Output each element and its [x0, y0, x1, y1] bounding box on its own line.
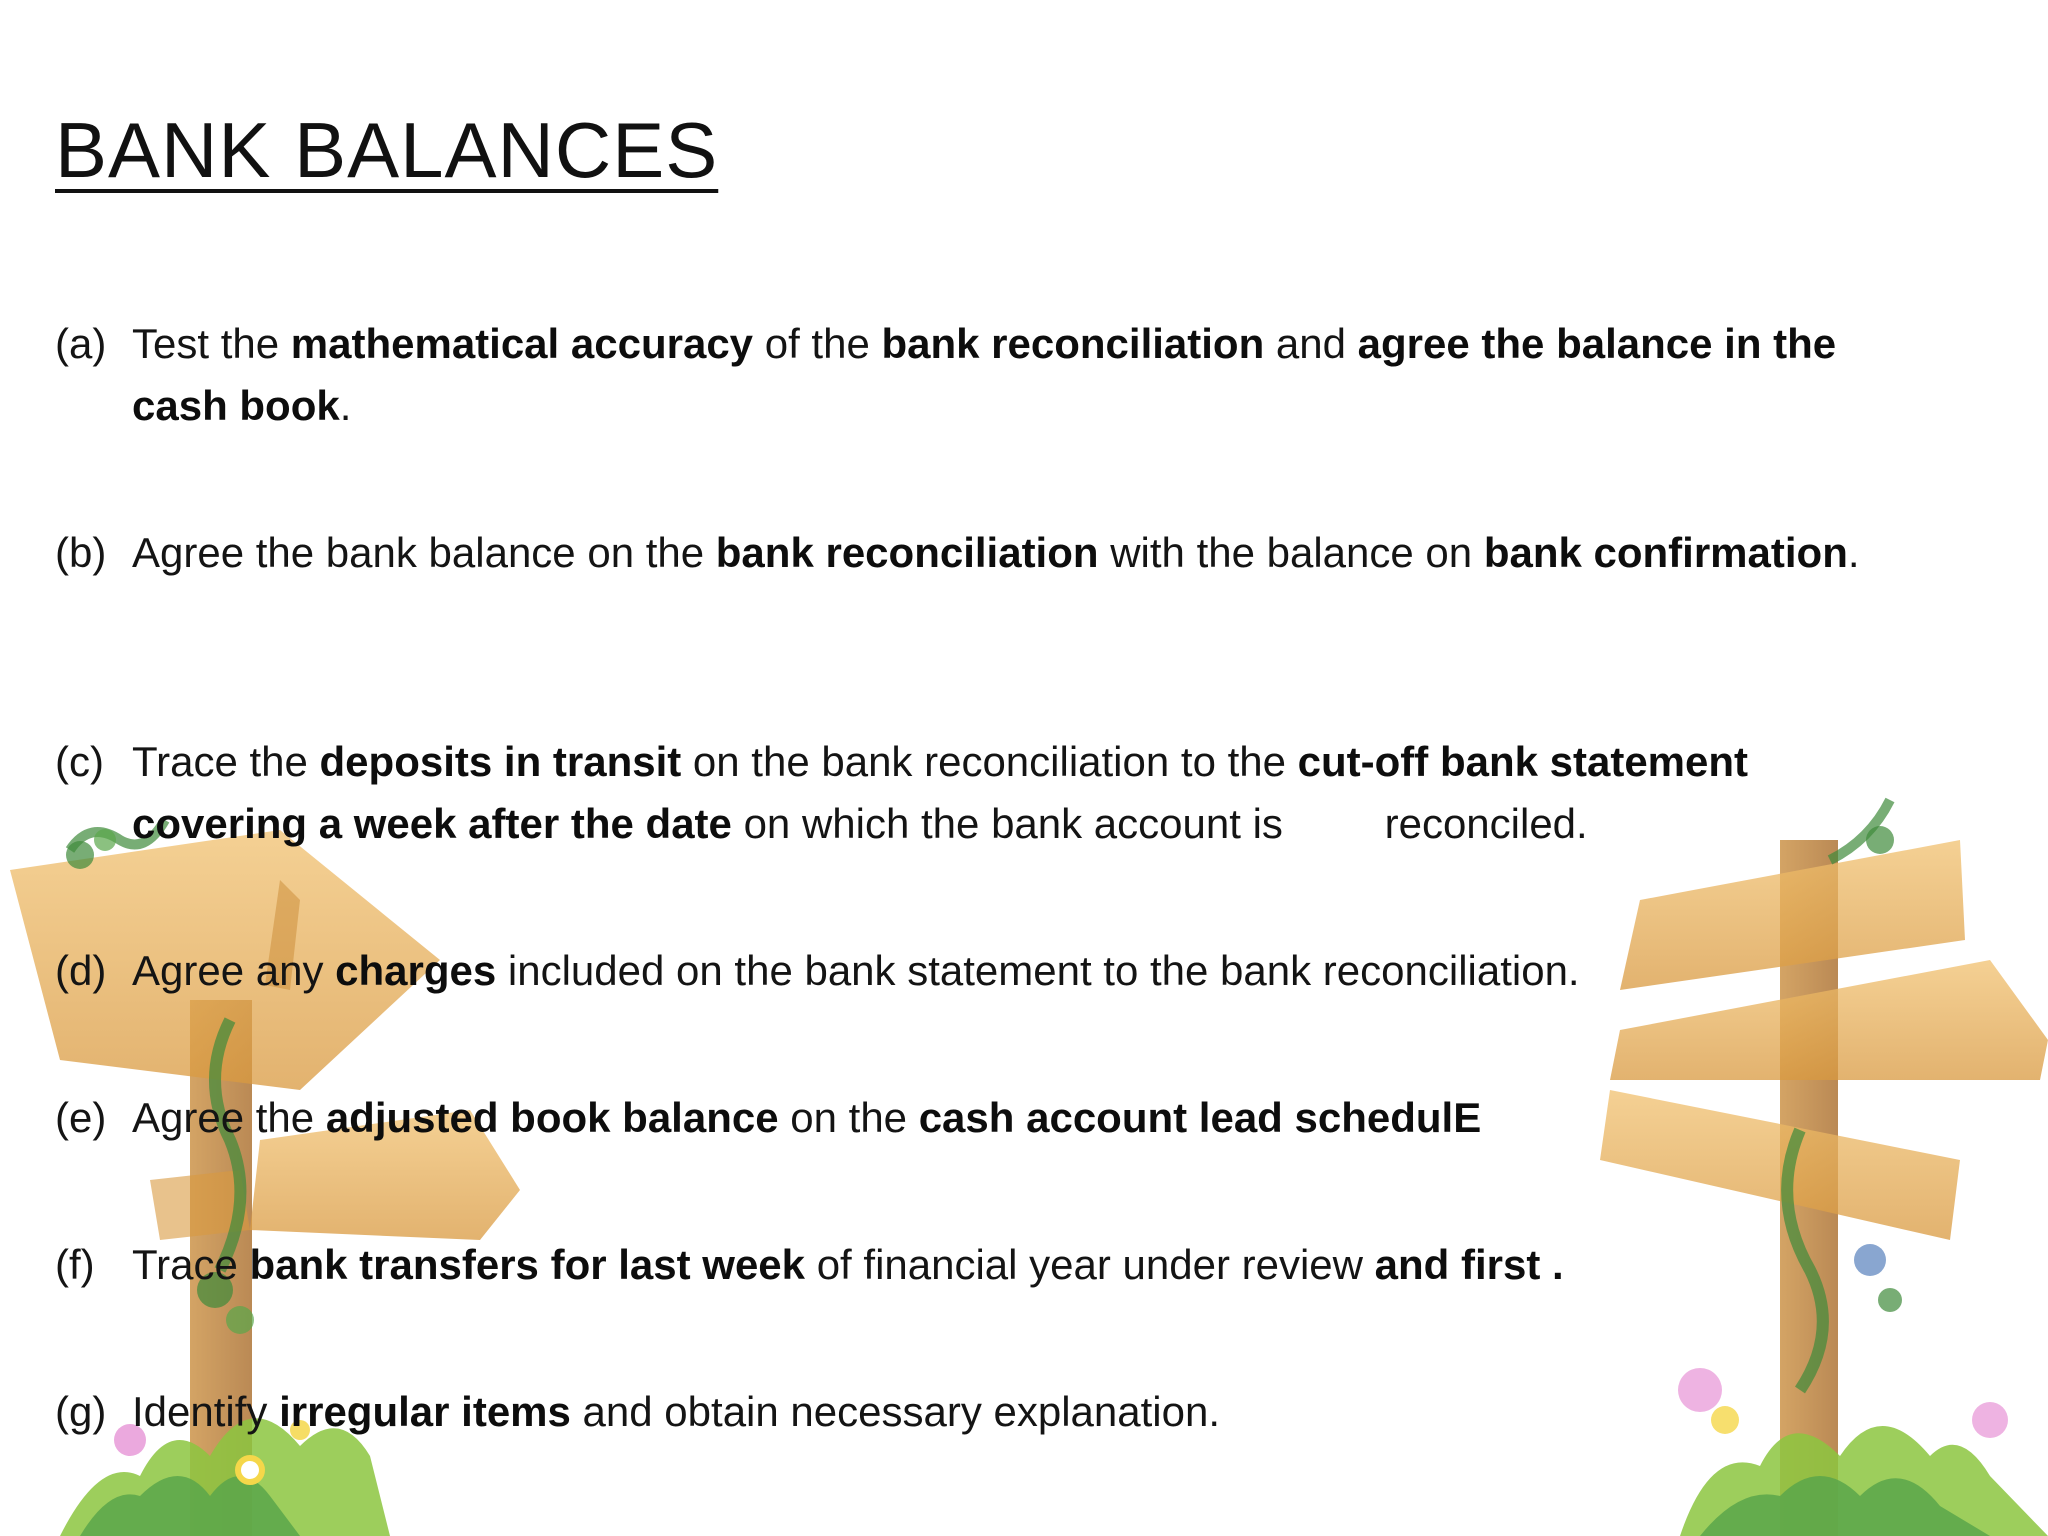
text-run: of the	[753, 320, 882, 367]
text-run: Test the	[132, 320, 291, 367]
list-item-e	[55, 1087, 1925, 1149]
text-run: Agree the	[132, 1094, 326, 1141]
list-item-g	[55, 1381, 1925, 1443]
list-item-text	[132, 940, 1925, 1002]
text-run: Agree any	[132, 947, 336, 994]
emphasized-text: agree the balance in the cash book	[132, 320, 1837, 429]
text-run: included on the bank statement to the bank reconciliation.	[496, 947, 1580, 994]
text-run: on which the bank account is	[731, 800, 1295, 847]
list-item-text	[132, 313, 1925, 437]
list-item-b	[55, 522, 1925, 584]
list-item-marker: (e)	[55, 1094, 107, 1141]
list-item-text	[132, 731, 1925, 855]
list-item-marker: (g)	[55, 1388, 107, 1435]
text-run: Trace	[132, 1241, 250, 1288]
emphasized-text: cut-off bank statement covering a week after the date	[132, 738, 1749, 847]
emphasized-text: charges	[335, 947, 497, 994]
text-run: Identify	[132, 1388, 280, 1435]
emphasized-text: bank reconciliation	[881, 320, 1265, 367]
text-run: of financial year under review	[805, 1241, 1375, 1288]
emphasized-text: bank reconciliation	[715, 529, 1099, 576]
list-item-d	[55, 940, 1925, 1002]
text-run: .	[1847, 529, 1860, 576]
text-run: on the bank reconciliation to the	[681, 738, 1298, 785]
text-run: .	[339, 382, 352, 429]
list-item-a	[55, 313, 1925, 437]
list-item-text	[132, 522, 1925, 584]
emphasized-text: deposits in transit	[319, 738, 682, 785]
list-item-marker: (c)	[55, 738, 104, 785]
list-item-marker: (f)	[55, 1241, 95, 1288]
list-item-marker: (b)	[55, 529, 107, 576]
list-item-text	[132, 1087, 1925, 1149]
slide-title: BANK BALANCES	[55, 106, 719, 194]
emphasized-text: cash account lead schedulE	[918, 1094, 1482, 1141]
emphasized-text: adjusted book balance	[325, 1094, 779, 1141]
text-run: Agree the bank balance on the	[132, 529, 716, 576]
text-run: Trace the	[132, 738, 320, 785]
list-item-f	[55, 1234, 1925, 1296]
emphasized-text: and first .	[1374, 1241, 1564, 1288]
emphasized-text: irregular items	[279, 1388, 571, 1435]
emphasized-text: bank transfers for last week	[249, 1241, 806, 1288]
text-run: reconciled.	[1384, 800, 1588, 847]
list-item-marker: (d)	[55, 947, 107, 994]
emphasized-text: mathematical accuracy	[290, 320, 754, 367]
text-run: with the balance on	[1098, 529, 1484, 576]
emphasized-text: bank confirmation	[1483, 529, 1848, 576]
list-item-text	[132, 1381, 1925, 1443]
text-run: and obtain necessary explanation.	[570, 1388, 1221, 1435]
text-run: on the	[778, 1094, 919, 1141]
list-item-marker: (a)	[55, 320, 107, 367]
text-run: and	[1264, 320, 1358, 367]
list-item-text	[132, 1234, 1925, 1296]
list-item-c	[55, 731, 1925, 855]
